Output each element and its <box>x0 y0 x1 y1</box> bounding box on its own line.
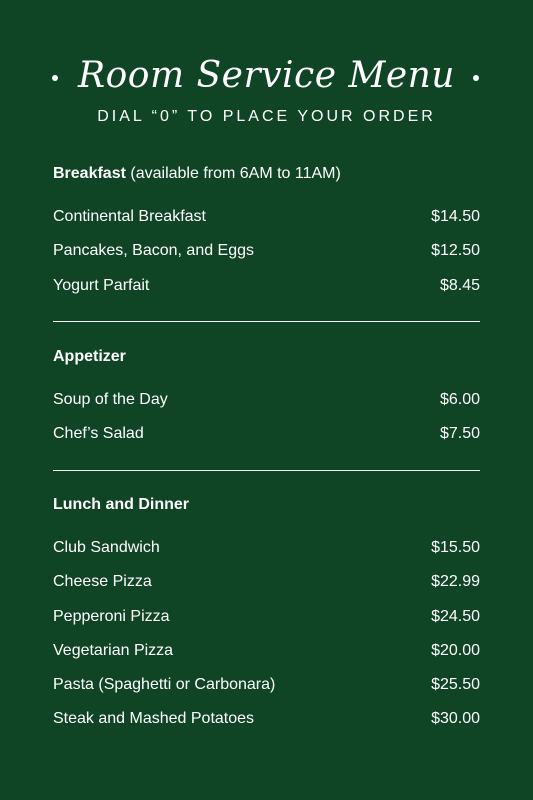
section-breakfast <box>53 164 480 310</box>
section-appetizer <box>53 347 480 459</box>
section-divider <box>53 470 480 471</box>
menu-item-name: Continental Breakfast <box>53 208 206 225</box>
menu-item <box>53 207 480 241</box>
menu-item-name: Pasta (Spaghetti or Carbonara) <box>53 676 276 694</box>
menu-item <box>53 424 480 458</box>
menu-item-name: Yogurt Parfait <box>53 276 150 294</box>
menu-item-price: $12.50 <box>431 242 480 260</box>
section-title-label: Lunch and Dinner <box>53 496 189 513</box>
menu-item-price: $25.50 <box>431 676 480 694</box>
menu-items <box>53 390 480 459</box>
menu-item-price: $14.50 <box>431 208 480 225</box>
menu-item-price: $20.00 <box>431 641 480 659</box>
section-lunch-dinner <box>53 495 480 744</box>
menu-item <box>53 276 480 310</box>
section-title <box>53 495 480 515</box>
menu-item-name: Chef’s Salad <box>53 425 144 443</box>
menu-item-name: Pancakes, Bacon, and Eggs <box>53 242 255 260</box>
menu-subtitle: DIAL “0” TO PLACE YOUR ORDER <box>97 108 436 125</box>
section-title <box>53 164 480 184</box>
menu-item-price: $24.50 <box>431 607 480 625</box>
menu-item <box>53 641 480 675</box>
menu-item-name: Club Sandwich <box>53 539 160 556</box>
bullet-dot-right <box>473 75 479 81</box>
menu-items <box>53 538 480 744</box>
menu-item-price: $7.50 <box>439 425 480 443</box>
menu-title: Room Service Menu <box>77 55 455 96</box>
menu-item <box>53 241 480 275</box>
menu-items <box>53 207 480 310</box>
menu-item-name: Vegetarian Pizza <box>53 641 174 659</box>
section-title <box>53 347 480 367</box>
menu-item-name: Steak and Mashed Potatoes <box>53 710 255 728</box>
menu-item-name: Soup of the Day <box>53 391 168 408</box>
menu-item-name: Pepperoni Pizza <box>53 607 170 625</box>
menu-item <box>53 572 480 606</box>
section-divider <box>53 321 480 322</box>
menu-item-price: $8.45 <box>439 276 480 294</box>
menu-item <box>53 538 480 572</box>
menu-item-name: Cheese Pizza <box>53 573 152 591</box>
menu-item-price: $6.00 <box>439 391 480 408</box>
menu-item <box>53 709 480 743</box>
menu-item <box>53 607 480 641</box>
section-title-note: (available from 6AM to 11AM) <box>125 165 341 182</box>
section-title-label: Appetizer <box>53 348 126 365</box>
section-title-label: Breakfast <box>53 165 126 182</box>
menu-item <box>53 390 480 424</box>
menu-header <box>0 50 533 110</box>
menu-item-price: $15.50 <box>431 539 480 556</box>
menu-item <box>53 675 480 709</box>
menu-item-price: $30.00 <box>431 710 480 728</box>
menu-item-price: $22.99 <box>431 573 480 591</box>
